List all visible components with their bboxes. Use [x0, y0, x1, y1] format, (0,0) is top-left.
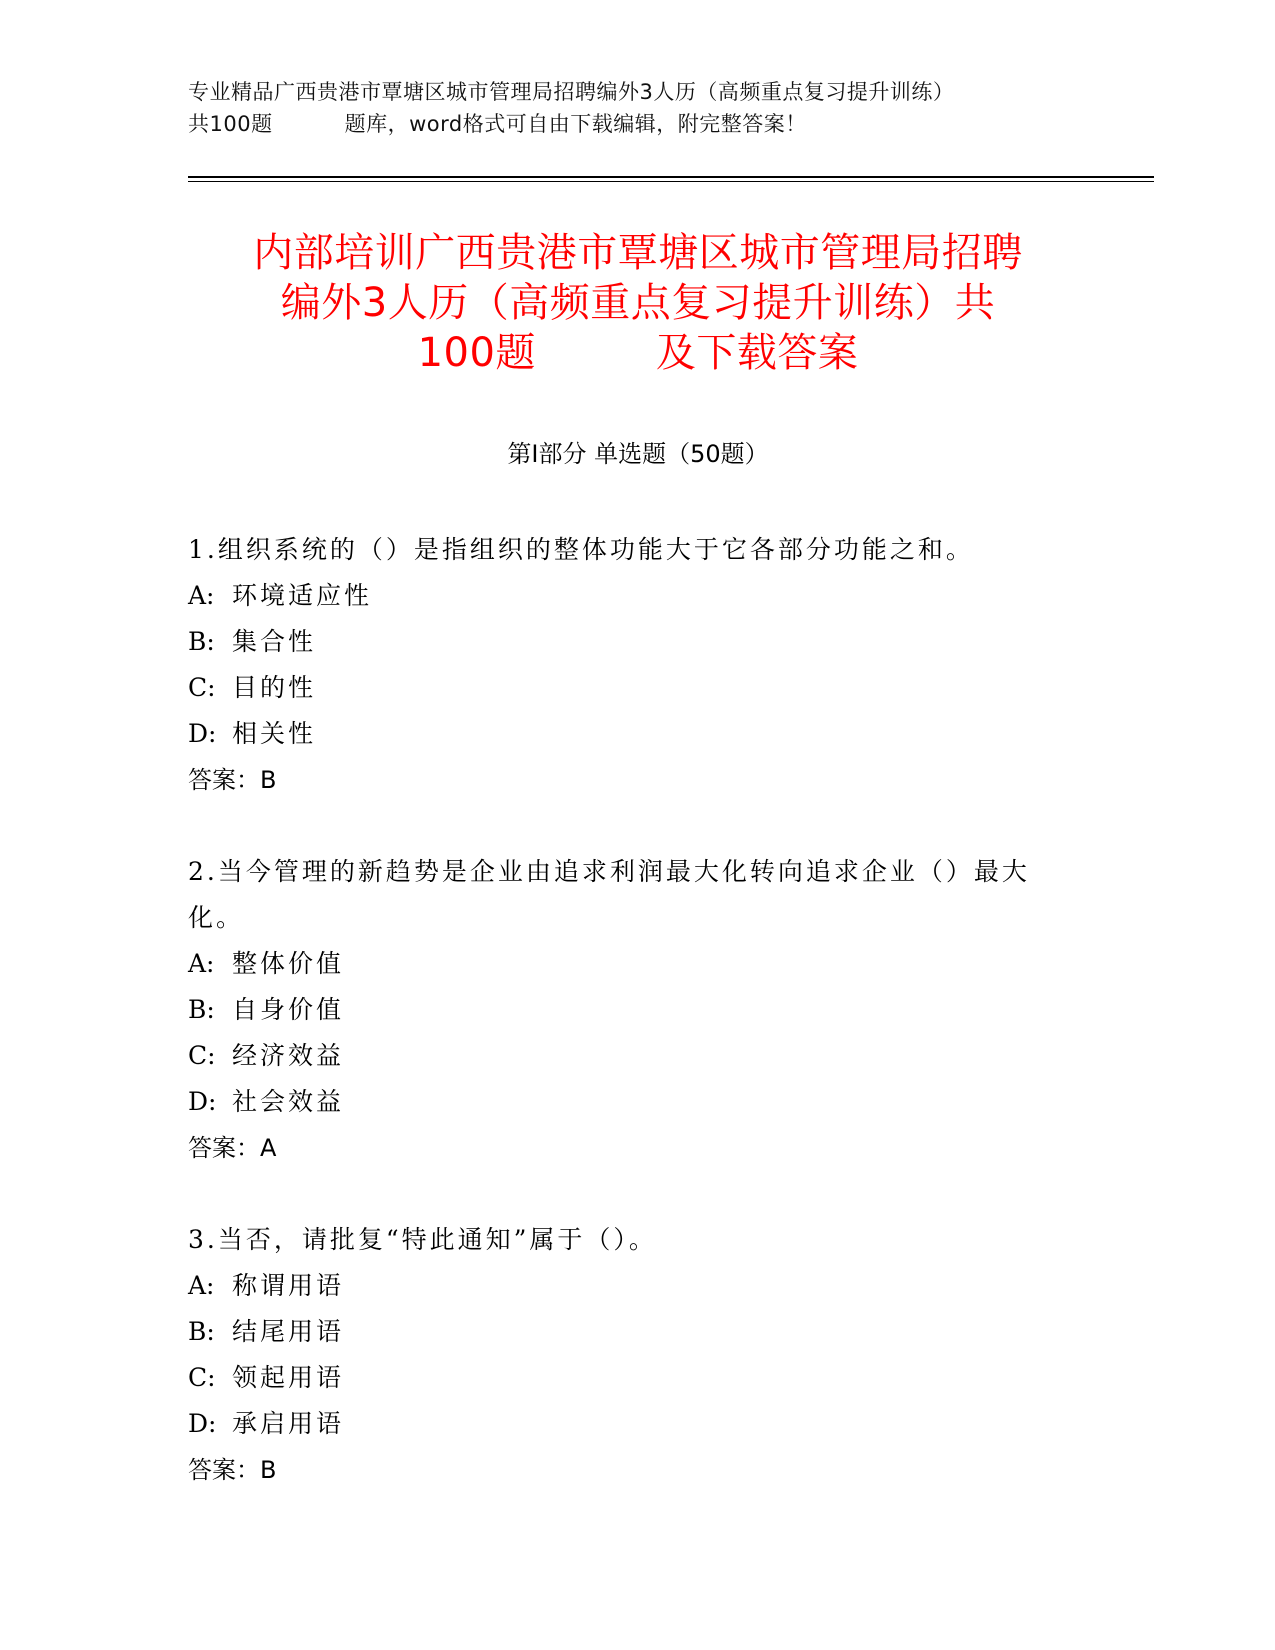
option-text: 结尾用语: [232, 1317, 345, 1346]
header-question-count: 共100题: [188, 112, 273, 136]
option-text: 集合性: [232, 627, 317, 656]
option-letter: B:: [188, 995, 215, 1024]
option-letter: A:: [188, 581, 215, 610]
option-a: [188, 573, 1068, 619]
option-letter: A:: [188, 949, 215, 978]
option-text: 称谓用语: [232, 1271, 345, 1300]
header-line-1: 专业精品广西贵港市覃塘区城市管理局招聘编外3人历（高频重点复习提升训练）: [188, 80, 955, 104]
option-d: [188, 711, 1068, 757]
section-title: 第Ⅰ部分 单选题（50题）: [507, 440, 769, 468]
answer-key: 答案：B: [188, 766, 277, 794]
option-c: [188, 1033, 1068, 1079]
option-a: [188, 1263, 1068, 1309]
option-letter: B:: [188, 627, 215, 656]
option-letter: D:: [188, 719, 217, 748]
document-title: [188, 228, 1088, 378]
header-description: 题库，word格式可自由下载编辑，附完整答案！: [344, 112, 807, 136]
question-stem: 2.当今管理的新趋势是企业由追求利润最大化转向追求企业（）最大化。: [188, 857, 1030, 932]
option-c: [188, 1355, 1068, 1401]
option-letter: C:: [188, 673, 216, 702]
header-divider-thick: [188, 176, 1154, 178]
option-text: 目的性: [232, 673, 317, 702]
question-list: [188, 527, 1068, 1539]
option-text: 环境适应性: [232, 581, 373, 610]
title-line-3: [188, 328, 1088, 378]
option-letter: A:: [188, 1271, 215, 1300]
option-b: [188, 1309, 1068, 1355]
option-text: 领起用语: [232, 1363, 345, 1392]
option-letter: B:: [188, 1317, 215, 1346]
question-3: [188, 1217, 1068, 1493]
option-a: [188, 941, 1068, 987]
header-line-2: [188, 108, 1088, 140]
answer-key: 答案：B: [188, 1456, 277, 1484]
option-letter: D:: [188, 1087, 217, 1116]
option-text: 相关性: [232, 719, 317, 748]
option-text: 整体价值: [232, 949, 345, 978]
option-text: 经济效益: [232, 1041, 345, 1070]
option-d: [188, 1401, 1068, 1447]
document-header-note: [188, 76, 1088, 140]
question-stem: 3.当否，请批复“特此通知”属于（）。: [188, 1225, 657, 1254]
option-b: [188, 619, 1068, 665]
question-1: [188, 527, 1068, 803]
question-2: [188, 849, 1068, 1171]
title-suffix: 及下载答案: [655, 330, 859, 376]
title-line-1: 内部培训广西贵港市覃塘区城市管理局招聘: [253, 230, 1023, 276]
option-text: 社会效益: [232, 1087, 345, 1116]
header-divider-thin: [188, 181, 1154, 182]
question-stem: 1.组织系统的（）是指组织的整体功能大于它各部分功能之和。: [188, 535, 974, 564]
option-letter: C:: [188, 1041, 216, 1070]
answer-key: 答案：A: [188, 1134, 277, 1162]
option-d: [188, 1079, 1068, 1125]
title-question-count: 100题: [417, 330, 536, 376]
option-text: 自身价值: [232, 995, 345, 1024]
option-letter: D:: [188, 1409, 217, 1438]
option-c: [188, 665, 1068, 711]
option-text: 承启用语: [232, 1409, 345, 1438]
option-letter: C:: [188, 1363, 216, 1392]
option-b: [188, 987, 1068, 1033]
title-line-2: 编外3人历（高频重点复习提升训练）共: [280, 280, 996, 326]
